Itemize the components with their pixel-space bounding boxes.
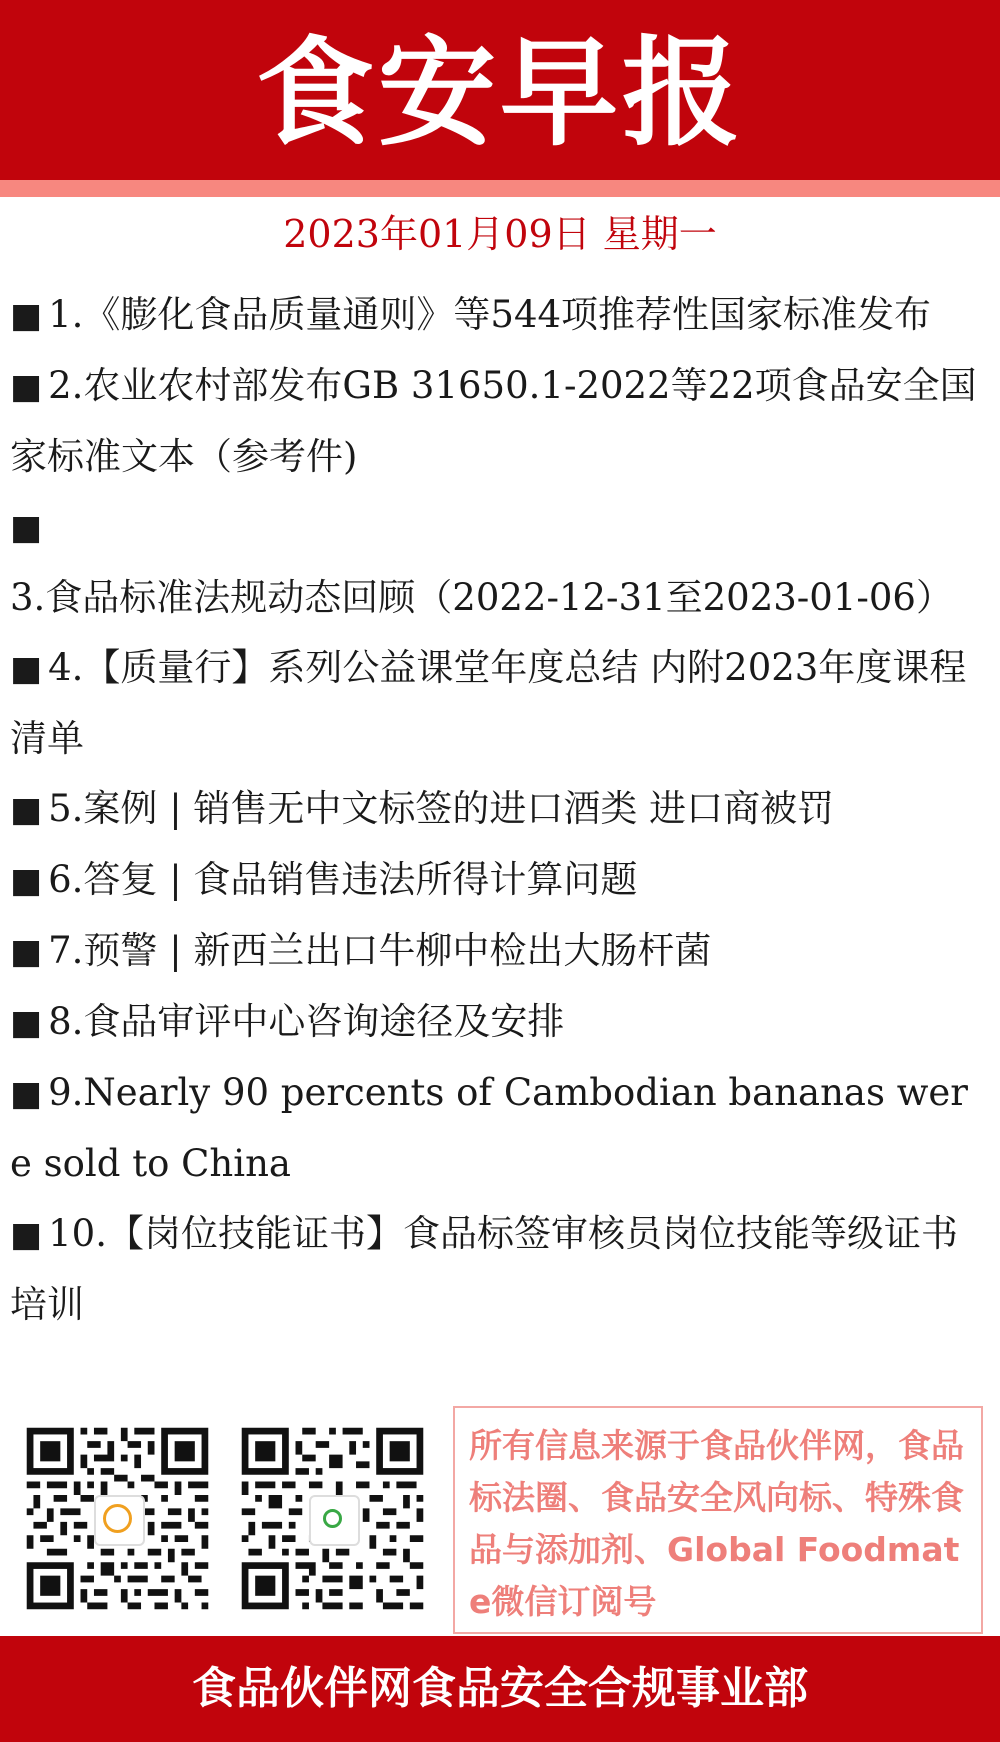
news-item-9[interactable] — [10, 1058, 985, 1199]
news-item-4[interactable] — [10, 633, 985, 774]
source-note-text: 所有信息来源于食品伙伴网，食品标法圈、食品安全风向标、特殊食品与添加剂、Global Foodmate微信订阅号 — [469, 1426, 964, 1621]
news-item-2[interactable] — [10, 351, 985, 492]
brand-logo-icon — [94, 1495, 145, 1546]
square-bullet-icon: ■ — [10, 508, 43, 548]
square-bullet-icon: ■ — [10, 1003, 43, 1043]
logo-ring-icon — [103, 1504, 132, 1533]
header-stripe — [0, 180, 1000, 197]
square-bullet-icon: ■ — [10, 932, 43, 972]
footer-department: 食品伙伴网食品安全合规事业部 — [192, 1663, 808, 1714]
page-title: 食安早报 — [255, 24, 744, 162]
news-item-6[interactable] — [10, 845, 985, 916]
news-item-text: 5.案例 | 销售无中文标签的进口酒类 进口商被罚 — [48, 787, 835, 830]
logo-ring-icon — [323, 1509, 342, 1528]
news-item-text: 6.答复 | 食品销售违法所得计算问题 — [48, 858, 638, 901]
news-item-3[interactable] — [10, 492, 985, 633]
source-note-box — [453, 1406, 983, 1634]
news-item-text: 9.Nearly 90 percents of Cambodian bananas were sold to China — [10, 1071, 968, 1185]
square-bullet-icon: ■ — [10, 861, 43, 901]
square-bullet-icon: ■ — [10, 367, 43, 407]
news-item-text: 8.食品审评中心咨询途径及安排 — [48, 1000, 565, 1043]
news-list — [10, 280, 985, 1340]
news-item-1[interactable] — [10, 280, 985, 351]
square-bullet-icon: ■ — [10, 649, 43, 689]
square-bullet-icon: ■ — [10, 1215, 43, 1255]
news-item-8[interactable] — [10, 987, 985, 1058]
news-item-text: 2.农业农村部发布GB 31650.1-2022等22项食品安全国家标准文本（参考件) — [10, 364, 977, 478]
square-bullet-icon: ■ — [10, 790, 43, 830]
news-item-text: 3.食品标准法规动态回顾（2022-12-31至2023-01-06） — [10, 576, 953, 619]
issue-date: 2023年01月09日 星期一 — [283, 212, 717, 256]
news-item-5[interactable] — [10, 774, 985, 845]
qr-code-icon — [20, 1421, 215, 1616]
news-item-text: 1.《膨化食品质量通则》等544项推荐性国家标准发布 — [48, 293, 932, 336]
news-item-text: 7.预警 | 新西兰出口牛柳中检出大肠杆菌 — [48, 929, 712, 972]
qr-code-icon — [235, 1421, 430, 1616]
brand-logo-icon — [309, 1495, 360, 1546]
news-item-7[interactable] — [10, 916, 985, 987]
square-bullet-icon: ■ — [10, 1074, 43, 1114]
footer-banner — [0, 1636, 1000, 1742]
news-item-text: 4.【质量行】系列公益课堂年度总结 内附2023年度课程清单 — [10, 646, 967, 760]
news-item-10[interactable] — [10, 1199, 985, 1340]
news-item-text: 10.【岗位技能证书】食品标签审核员岗位技能等级证书培训 — [10, 1212, 958, 1326]
square-bullet-icon: ■ — [10, 296, 43, 336]
